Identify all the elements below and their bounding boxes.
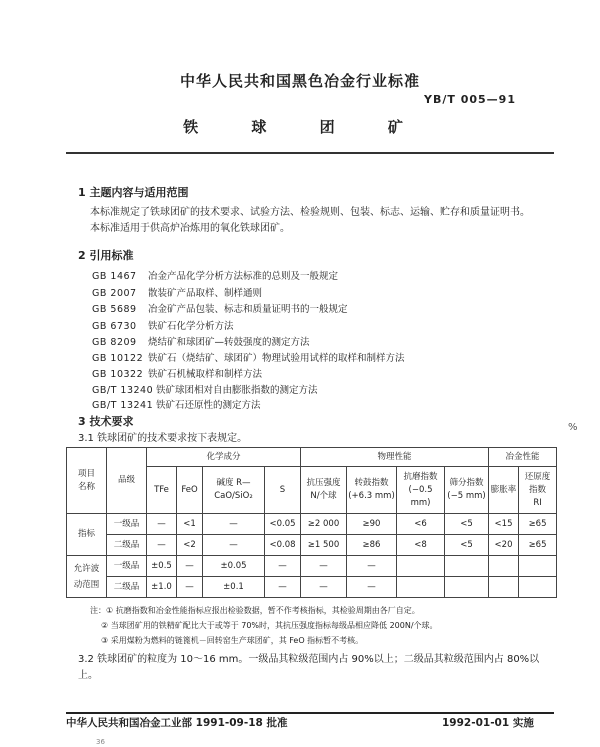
cell: <0.05 bbox=[265, 514, 301, 535]
section-3-heading: 3 技术要求 bbox=[78, 415, 134, 428]
cell: <2 bbox=[177, 535, 203, 556]
table-row bbox=[67, 514, 557, 535]
cell: — bbox=[301, 556, 347, 577]
cell: 二级品 bbox=[107, 577, 147, 598]
header-divider bbox=[66, 152, 554, 154]
cell: — bbox=[147, 514, 177, 535]
tolerance-label: 允许波 动范围 bbox=[67, 556, 107, 598]
cell: 一级品 bbox=[107, 514, 147, 535]
cell: <8 bbox=[397, 535, 445, 556]
cell: <1 bbox=[177, 514, 203, 535]
table-note-2: ② 当球团矿用的铁精矿配比大于或等于 70%时，其抗压强度指标每级品相应降低 200N/个球。 bbox=[101, 621, 438, 630]
cell bbox=[519, 577, 557, 598]
section-2-heading: 2 引用标准 bbox=[78, 249, 134, 262]
cell: — bbox=[347, 577, 397, 598]
reference-item: GB 2007 散装矿产品取样、制样通则 bbox=[92, 288, 263, 299]
reference-item: GB 6730 铁矿石化学分析方法 bbox=[92, 321, 234, 332]
cell: <20 bbox=[489, 535, 519, 556]
cell: — bbox=[147, 535, 177, 556]
table-row bbox=[67, 556, 557, 577]
cell: <5 bbox=[445, 535, 489, 556]
cell bbox=[445, 577, 489, 598]
cell: <0.08 bbox=[265, 535, 301, 556]
reference-item: GB 10322 铁矿石机械取样和制样方法 bbox=[92, 369, 263, 380]
cell bbox=[489, 577, 519, 598]
document-title: 铁 球 团 矿 bbox=[183, 118, 417, 136]
approval-date: 中华人民共和国冶金工业部 1991-09-18 批准 bbox=[66, 717, 288, 729]
cell: 一级品 bbox=[107, 556, 147, 577]
implementation-date: 1992-01-01 实施 bbox=[442, 717, 534, 729]
cell bbox=[397, 556, 445, 577]
cell: — bbox=[265, 577, 301, 598]
chem-header: 化学成分 bbox=[147, 448, 301, 467]
cell bbox=[445, 556, 489, 577]
cell: — bbox=[347, 556, 397, 577]
abrasion-header: 抗磨指数 (−0.5 mm) bbox=[397, 467, 445, 514]
cell bbox=[489, 556, 519, 577]
section-1-paragraph-1: 本标准规定了铁球团矿的技术要求、试验方法、检验规则、包装、标志、运输、贮存和质量证明书。 bbox=[90, 207, 530, 218]
screen-header: 筛分指数 (−5 mm) bbox=[445, 467, 489, 514]
standard-code: YB/T 005—91 bbox=[424, 93, 516, 106]
reference-item: GB 5689 冶金矿产品包装、标志和质量证明书的一般规定 bbox=[92, 304, 348, 315]
s-header: S bbox=[265, 467, 301, 514]
cell: ≥1 500 bbox=[301, 535, 347, 556]
tfe-header: TFe bbox=[147, 467, 177, 514]
reference-item: GB 8209 烧结矿和球团矿—转鼓强度的测定方法 bbox=[92, 337, 310, 348]
cell: ≥65 bbox=[519, 514, 557, 535]
reference-item: GB/T 13241 铁矿石还原性的测定方法 bbox=[92, 400, 261, 411]
cell: <6 bbox=[397, 514, 445, 535]
standard-title: 中华人民共和国黑色冶金行业标准 bbox=[179, 72, 420, 90]
cell: ±0.1 bbox=[203, 577, 265, 598]
page-number: 36 bbox=[96, 738, 105, 746]
cell: 二级品 bbox=[107, 535, 147, 556]
cell: <15 bbox=[489, 514, 519, 535]
cell: ±0.5 bbox=[147, 556, 177, 577]
cell: — bbox=[177, 556, 203, 577]
cell: — bbox=[203, 535, 265, 556]
feo-header: FeO bbox=[177, 467, 203, 514]
reference-item: GB/T 13240 铁矿球团相对自由膨胀指数的测定方法 bbox=[92, 385, 318, 396]
cell: ±1.0 bbox=[147, 577, 177, 598]
technical-requirements-table bbox=[66, 447, 557, 598]
metal-header: 冶金性能 bbox=[489, 448, 557, 467]
cell: ±0.05 bbox=[203, 556, 265, 577]
section-3-2-text: 3.2 铁球团矿的粒度为 10～16 mm。一级品其粒级范围内占 90%以上；二级品其粒级范围内占 80%以上。 bbox=[78, 654, 540, 681]
phys-header: 物理性能 bbox=[301, 448, 489, 467]
cell: — bbox=[301, 577, 347, 598]
cell: — bbox=[265, 556, 301, 577]
cell: ≥65 bbox=[519, 535, 557, 556]
table-note-3: ③ 采用煤粉为燃料的链篦机－回转窑生产球团矿，其 FeO 指标暂不考核。 bbox=[101, 636, 364, 645]
reference-item: GB 10122 铁矿石（烧结矿、球团矿）物理试验用试样的取样和制样方法 bbox=[92, 353, 405, 364]
cell bbox=[519, 556, 557, 577]
cell: — bbox=[177, 577, 203, 598]
unit-label: % bbox=[568, 422, 578, 433]
cell: ≥90 bbox=[347, 514, 397, 535]
basicity-header: 碱度 R— CaO/SiO₂ bbox=[203, 467, 265, 514]
swell-header: 膨胀率 bbox=[489, 467, 519, 514]
index-label: 指标 bbox=[67, 514, 107, 556]
table-row bbox=[67, 535, 557, 556]
table-note-1: 注：① 抗磨指数和冶金性能指标应报出检验数据，暂不作考核指标，其检验周期由各厂自定。 bbox=[90, 606, 420, 615]
cell: — bbox=[203, 514, 265, 535]
cell bbox=[397, 577, 445, 598]
item-name-header: 项目 名称 bbox=[67, 448, 107, 514]
section-1-paragraph-2: 本标准适用于供高炉冶炼用的氧化铁球团矿。 bbox=[90, 223, 290, 234]
footer-divider bbox=[66, 712, 554, 714]
cell: <5 bbox=[445, 514, 489, 535]
tumble-header: 转鼓指数 (+6.3 mm) bbox=[347, 467, 397, 514]
reference-item: GB 1467 冶金产品化学分析方法标准的总则及一般规定 bbox=[92, 271, 339, 282]
cell: ≥86 bbox=[347, 535, 397, 556]
section-1-heading: 1 主题内容与适用范围 bbox=[78, 186, 189, 199]
section-3-1-text: 3.1 铁球团矿的技术要求按下表规定。 bbox=[78, 433, 248, 444]
table-row bbox=[67, 577, 557, 598]
grade-header: 品级 bbox=[107, 448, 147, 514]
cell: ≥2 000 bbox=[301, 514, 347, 535]
reduce-header: 还原度 指数 RI bbox=[519, 467, 557, 514]
compress-header: 抗压强度 N/个球 bbox=[301, 467, 347, 514]
